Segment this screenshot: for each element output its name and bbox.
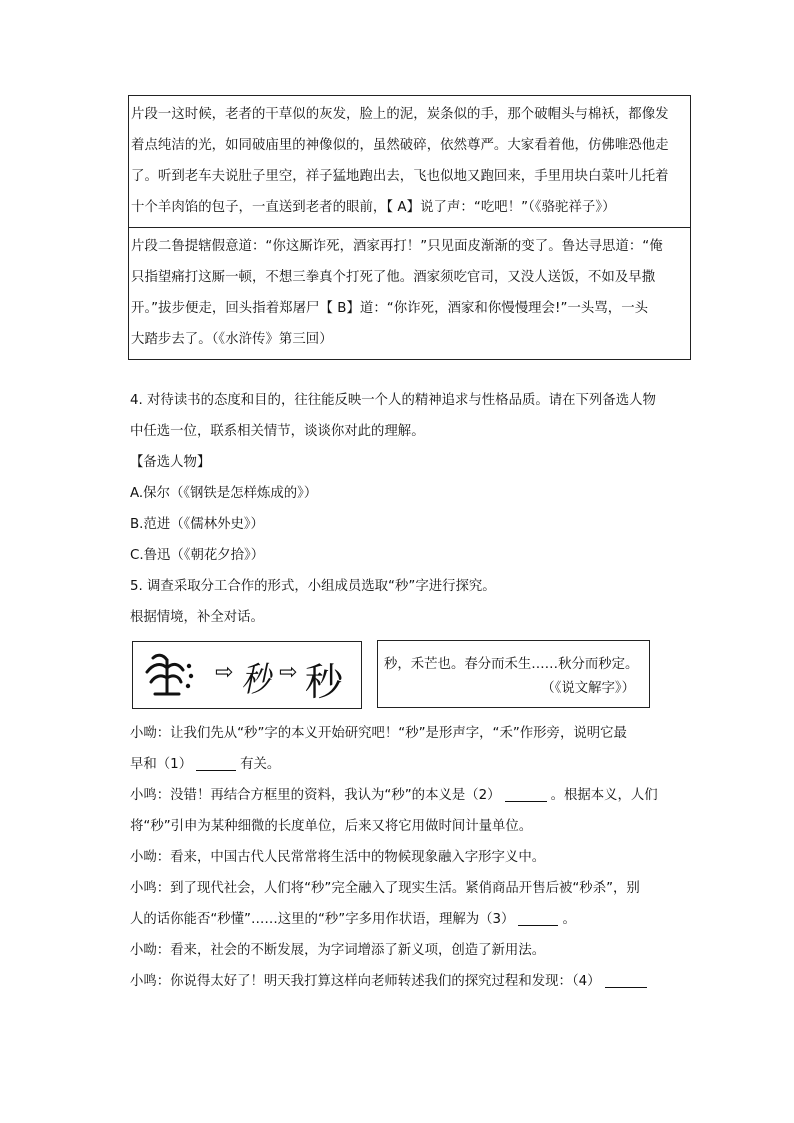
- character-evolution-figure: [132, 640, 652, 712]
- shuowen-quote-box: [377, 640, 650, 708]
- excerpt-two-line: 片段二鲁提辖假意道：“你这厮诈死，酒家再打！”只见面皮渐渐的变了。鲁达寻思道：“俺: [131, 239, 663, 254]
- shuowen-source: （《说文解字》）: [541, 681, 635, 696]
- dialogue-text: 早和（1）: [130, 757, 193, 772]
- excerpt-one-line: 着点纯洁的光，如同破庙里的神像似的，虽然破碎，依然尊严。大家看着他，仿佛唯恐他走: [131, 138, 669, 153]
- dialogue-line: [130, 904, 694, 935]
- glyph-evolution-box: [132, 641, 362, 709]
- dialogue-line: [130, 780, 694, 811]
- dialogue-text: 人的话你能否“秒懂”……这里的“秒”字多用作状语，理解为（3）: [130, 912, 515, 927]
- answer-blank-2[interactable]: [505, 785, 547, 802]
- dialogue-text: 。根据本义，人们: [550, 788, 658, 803]
- excerpt-one-line: 片段一这时候，老者的干草似的灰发，脸上的泥，炭条似的手，那个破帽头与棉袄，都像发: [131, 107, 669, 122]
- arrow-icon: ⇨: [215, 660, 234, 685]
- candidate-option: B.范进（《儒林外史》）: [130, 517, 264, 532]
- dialogue-line: 小呦：看来，社会的不断发展，为字词增添了新义项，创造了新用法。: [130, 943, 546, 958]
- question-5-prompt: 5. 调查采取分工合作的形式，小组成员选取“秒”字进行探究。: [130, 579, 496, 594]
- dialogue-line: [130, 966, 694, 997]
- dialogue-line: [130, 749, 694, 780]
- dialogue-text: 有关。: [240, 757, 281, 772]
- arrow-icon: ⇨: [279, 660, 298, 685]
- dialogue: [130, 718, 694, 997]
- answer-blank-3[interactable]: [518, 909, 558, 926]
- excerpt-one-line: 十个羊肉馅的包子，一直送到老者的眼前，【 A】说了声：“吃吧！”（《骆驼祥子》）: [131, 200, 616, 215]
- excerpt-one-line: 了。听到老车夫说肚子里空，祥子猛地跑出去，飞也似地又跑回来，手里用块白菜叶儿托着: [131, 169, 669, 184]
- dialogue-line: 小呦：看来，中国古代人民常常将生活中的物候现象融入字形字义中。: [130, 850, 546, 865]
- question-4-prompt: 4. 对待读书的态度和目的，往往能反映一个人的精神追求与性格品质。请在下列备选人物: [130, 393, 656, 408]
- excerpt-two-line: 大踏步去了。（《水浒传》第三回）: [131, 332, 333, 347]
- question-4: [130, 385, 694, 633]
- excerpt-two: [129, 227, 690, 359]
- shuowen-quote: 秒，禾芒也。春分而禾生……秋分而秒定。: [384, 657, 639, 672]
- dialogue-line: 小鸣：到了现代社会，人们将“秒”完全融入了现实生活。紧俏商品开售后被“秒杀”，别: [130, 881, 640, 896]
- seal-script-char: 秒: [241, 660, 271, 700]
- regular-script-char: 秒: [305, 660, 344, 704]
- excerpt-one: [129, 96, 690, 227]
- dialogue-line: 将“秒”引申为某种细微的长度单位，后来又将它用做时间计量单位。: [130, 819, 533, 834]
- question-4-prompt-cont: 中任选一位，联系相关情节，谈谈你对此的理解。: [130, 424, 425, 439]
- answer-blank-4[interactable]: [605, 971, 647, 988]
- dialogue-line: 小呦：让我们先从“秒”字的本义开始研究吧！“秒”是形声字，“禾”作形旁，说明它最: [130, 726, 627, 741]
- candidate-option: C.鲁迅（《朝花夕拾》）: [130, 548, 265, 563]
- excerpt-two-line: 只指望痛打这厮一顿，不想三拳真个打死了他。酒家须吃官司，又没人送饭，不如及早撒: [131, 270, 656, 285]
- candidates-heading: 【备选人物】: [130, 455, 211, 470]
- dialogue-text: 。: [562, 912, 576, 927]
- excerpts-table: [128, 95, 691, 360]
- answer-blank-1[interactable]: [196, 754, 236, 771]
- candidate-option: A.保尔（《钢铁是怎样炼成的》）: [130, 486, 318, 501]
- question-5-instruction: 根据情境，补全对话。: [130, 610, 264, 625]
- excerpt-two-line: 开。”拔步便走，回头指着郑屠尸【 B】道：“你诈死，酒家和你慢慢理会!”一头骂，一头: [131, 301, 649, 316]
- dialogue-text: 小鸣：你说得太好了！明天我打算这样向老师转述我们的探究过程和发现：（4）: [130, 974, 601, 989]
- dialogue-text: 小鸣：没错！再结合方框里的资料，我认为“秒”的本义是（2）: [130, 788, 501, 803]
